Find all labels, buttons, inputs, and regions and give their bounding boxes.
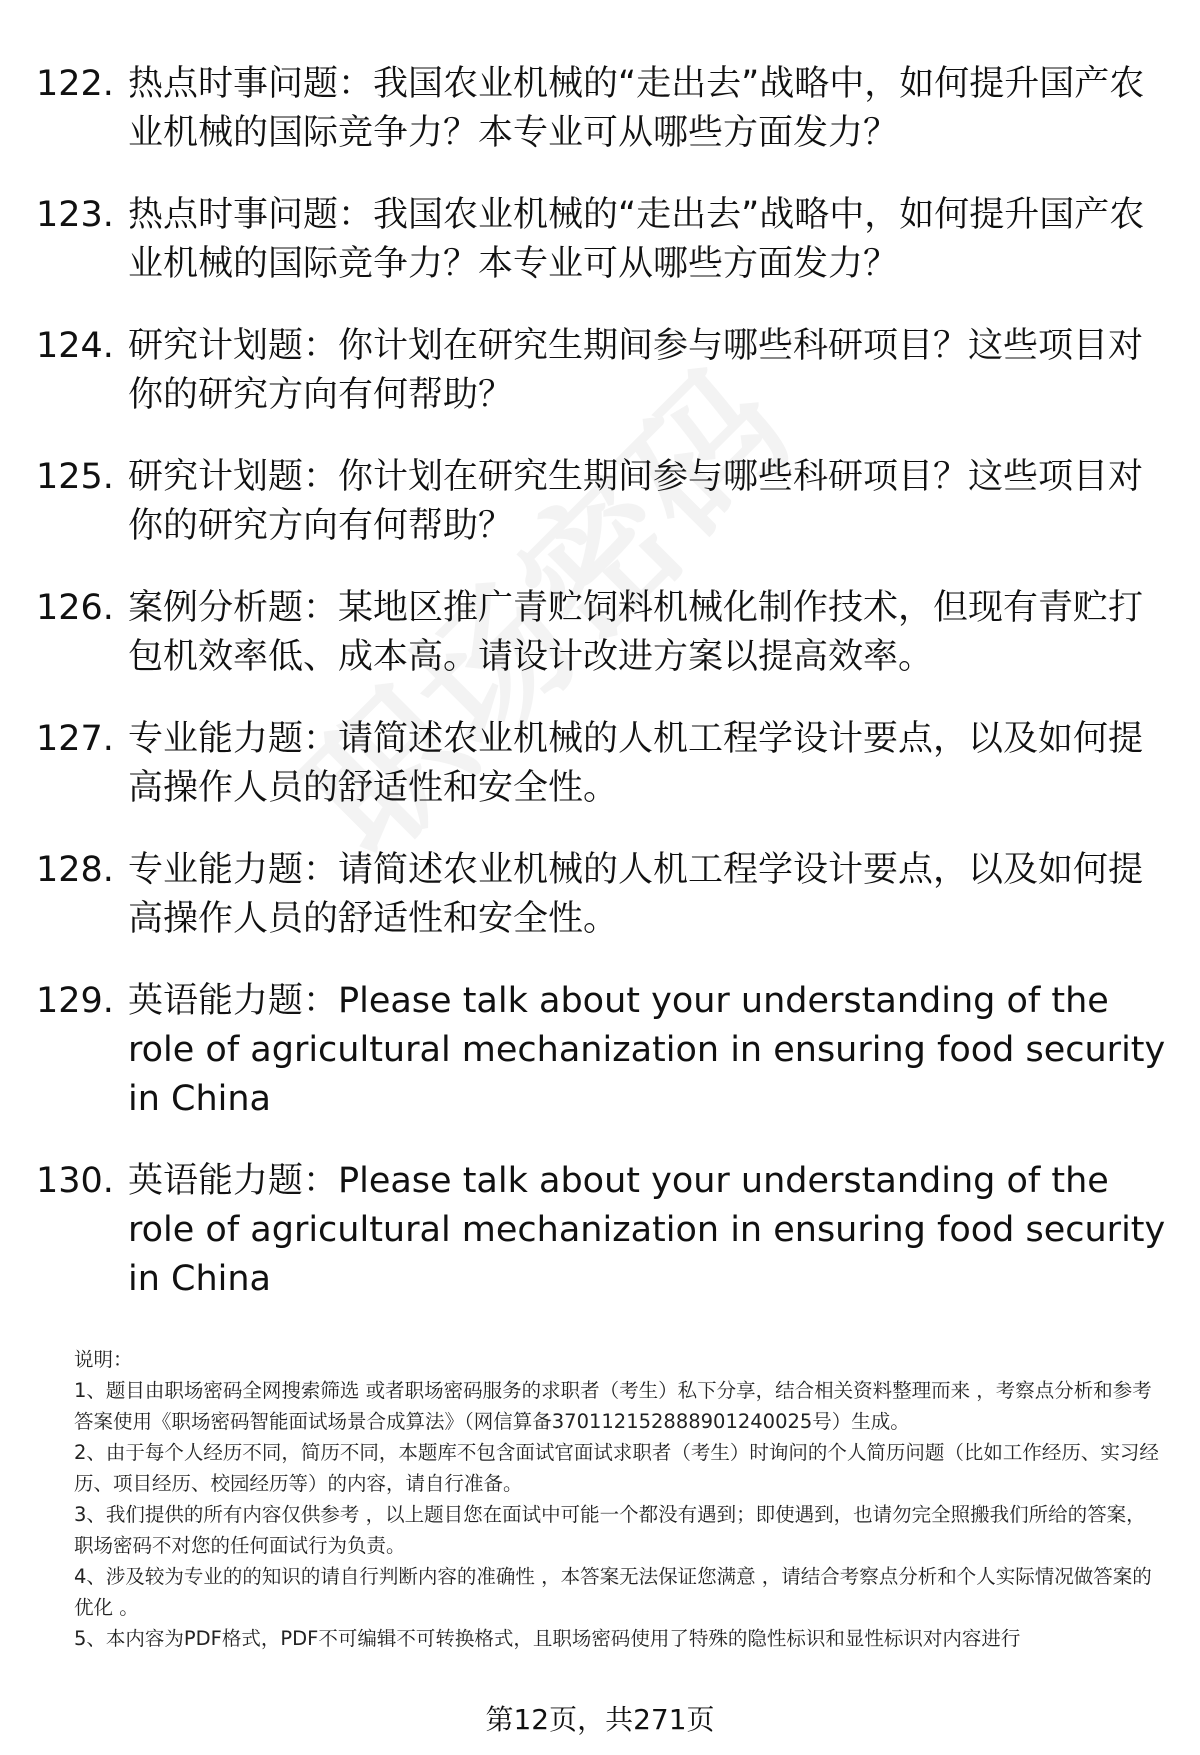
notes-section [74,1344,1164,1654]
question-number: 125. [36,457,114,497]
page-number: 第12页，共271页 [485,1703,715,1736]
question-text: 热点时事问题：我国农业机械的“走出去”战略中，如何提升国产农业机械的国际竞争力？本专业可从哪些方面发力？ [128,195,1145,284]
note-item: 3、我们提供的所有内容仅供参考 ，以上题目您在面试中可能一个都没有遇到；即使遇到，也请勿完全照搬我们所给的答案，职场密码不对您的任何面试行为负责。 [74,1503,1146,1557]
question-item [36,322,1166,420]
question-item [36,453,1166,551]
question-item [36,1157,1166,1304]
note-item: 5、本内容为PDF格式，PDF不可编辑不可转换格式，且职场密码使用了特殊的隐性标识和显性标识对内容进行 [74,1627,1021,1650]
question-item [36,977,1166,1124]
note-item: 1、题目由职场密码全网搜索筛选 或者职场密码服务的求职者（考生）私下分享，结合相关资料整理而来 ，考察点分析和参考答案使用《职场密码智能面试场景合成算法》（网信算备370112152888901240025号）生成。 [74,1379,1152,1433]
question-number: 127. [36,719,114,759]
question-number: 130. [36,1161,114,1201]
question-list [36,60,1166,1337]
question-item [36,715,1166,813]
question-text: 热点时事问题：我国农业机械的“走出去”战略中，如何提升国产农业机械的国际竞争力？本专业可从哪些方面发力？ [128,64,1145,153]
note-item: 4、涉及较为专业的的知识的请自行判断内容的准确性 ，本答案无法保证您满意 ，请结合考察点分析和个人实际情况做答案的优化 。 [74,1565,1152,1619]
notes-title: 说明： [74,1348,133,1371]
question-text: 英语能力题：Please talk about your understanding of the role of agricultural mechanization in ensuring food security in China [128,981,1166,1119]
page-footer [0,1700,1200,1740]
note-item: 2、由于每个人经历不同，简历不同，本题库不包含面试官面试求职者（考生）时询问的个人简历问题（比如工作经历、实习经历、项目经历、校园经历等）的内容，请自行准备。 [74,1441,1159,1495]
question-number: 122. [36,64,114,104]
question-item [36,60,1166,158]
question-text: 英语能力题：Please talk about your understanding of the role of agricultural mechanization in ensuring food security in China [128,1161,1166,1299]
question-text: 专业能力题：请简述农业机械的人机工程学设计要点，以及如何提高操作人员的舒适性和安全性。 [128,719,1144,808]
question-number: 126. [36,588,114,628]
question-number: 129. [36,981,114,1021]
question-text: 案例分析题：某地区推广青贮饲料机械化制作技术，但现有青贮打包机效率低、成本高。请设计改进方案以提高效率。 [128,588,1144,677]
question-text: 研究计划题：你计划在研究生期间参与哪些科研项目？这些项目对你的研究方向有何帮助？ [128,457,1144,546]
question-item [36,584,1166,682]
question-text: 研究计划题：你计划在研究生期间参与哪些科研项目？这些项目对你的研究方向有何帮助？ [128,326,1144,415]
question-text: 专业能力题：请简述农业机械的人机工程学设计要点，以及如何提高操作人员的舒适性和安全性。 [128,850,1144,939]
question-number: 128. [36,850,114,890]
question-number: 123. [36,195,114,235]
question-number: 124. [36,326,114,366]
question-item [36,191,1166,289]
question-item [36,846,1166,944]
